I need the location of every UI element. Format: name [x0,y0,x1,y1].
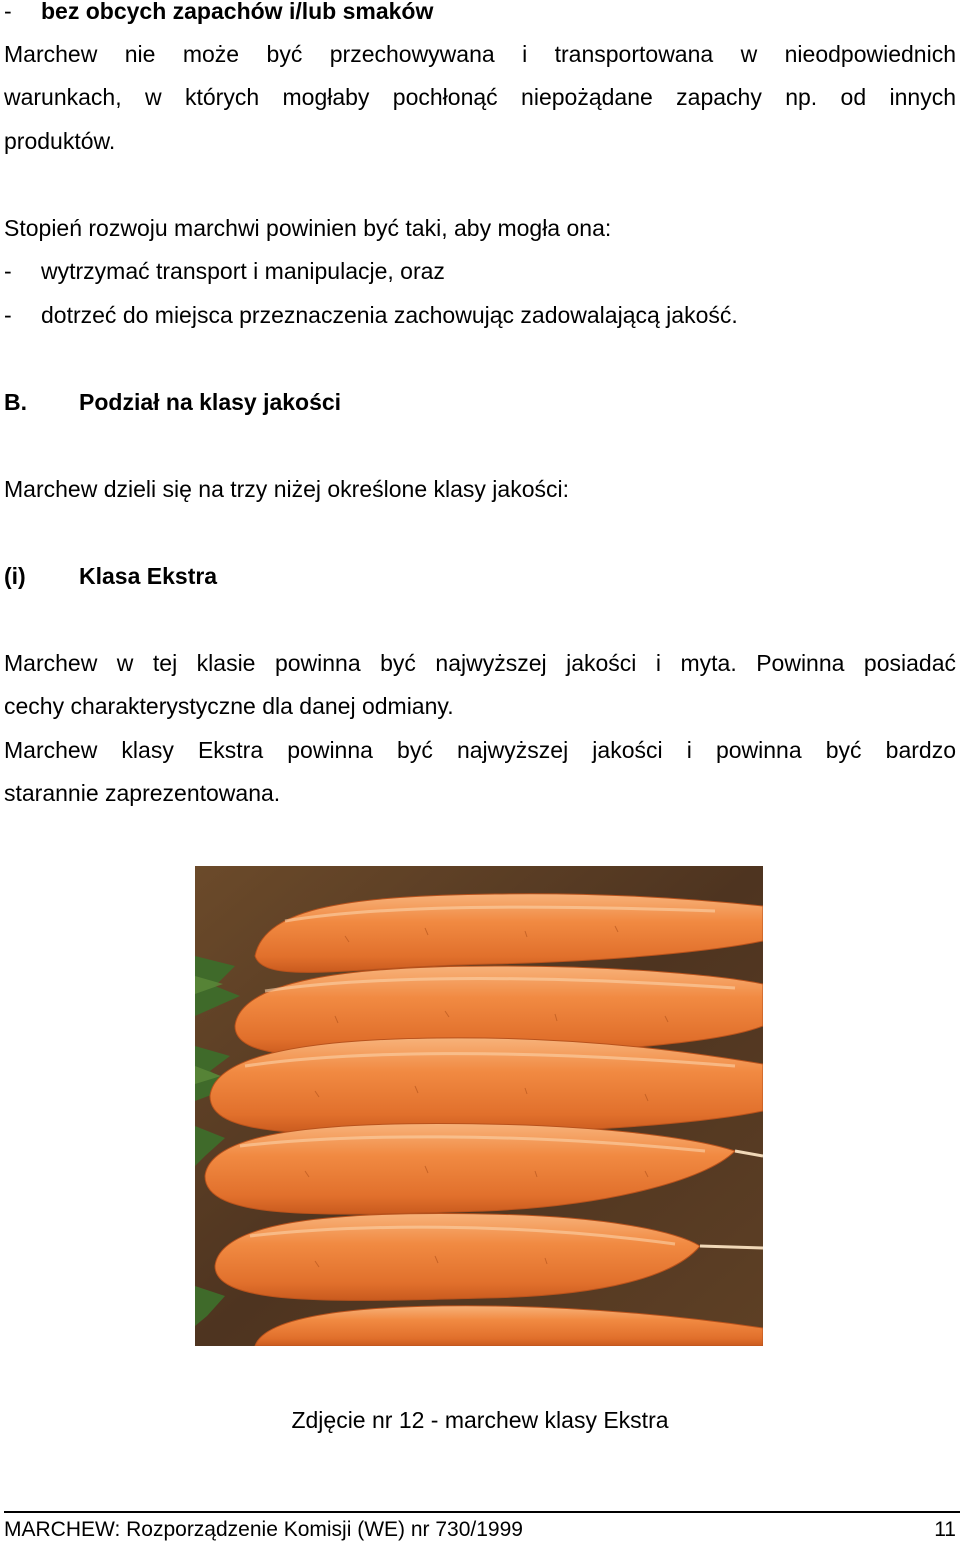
page-number: 11 [934,1518,956,1541]
class-title: Klasa Ekstra [79,563,218,589]
subheading-no-foreign-smell: bez obcych zapachów i/lub smaków [41,0,434,24]
maturity-intro: Stopień rozwoju marchwi powinien być taki, aby mogła ona: [4,215,612,241]
carrots-photo [195,866,763,1346]
paragraph-line: starannie zaprezentowana. [4,780,281,806]
bullet-dash: - [4,0,12,24]
footer-title: MARCHEW: Rozporządzenie Komisji (WE) nr 730/1999 [4,1518,523,1541]
bullet-dash: - [4,302,12,328]
bullet-dash: - [4,258,12,284]
paragraph-line: warunkach, w których mogłaby pochłonąć niepożądane zapachy np. od innych [4,84,956,110]
paragraph-line: produktów. [4,128,116,154]
class-number: (i) [4,563,26,589]
photo-caption: Zdjęcie nr 12 - marchew klasy Ekstra [291,1407,669,1433]
section-title: Podział na klasy jakości [79,389,342,415]
section-number: B. [4,389,27,415]
paragraph-line: Marchew w tej klasie powinna być najwyższej jakości i myta. Powinna posiadać [4,650,956,676]
paragraph-line: Marchew nie może być przechowywana i transportowana w nieodpowiednich [4,41,956,67]
footer-rule [4,1511,960,1513]
section-intro: Marchew dzieli się na trzy niżej określone klasy jakości: [4,476,569,502]
maturity-item: dotrzeć do miejsca przeznaczenia zachowując zadowalającą jakość. [41,302,738,328]
paragraph-line: Marchew klasy Ekstra powinna być najwyższej jakości i powinna być bardzo [4,737,956,763]
paragraph-line: cechy charakterystyczne dla danej odmiany. [4,693,454,719]
maturity-item: wytrzymać transport i manipulacje, oraz [41,258,445,284]
